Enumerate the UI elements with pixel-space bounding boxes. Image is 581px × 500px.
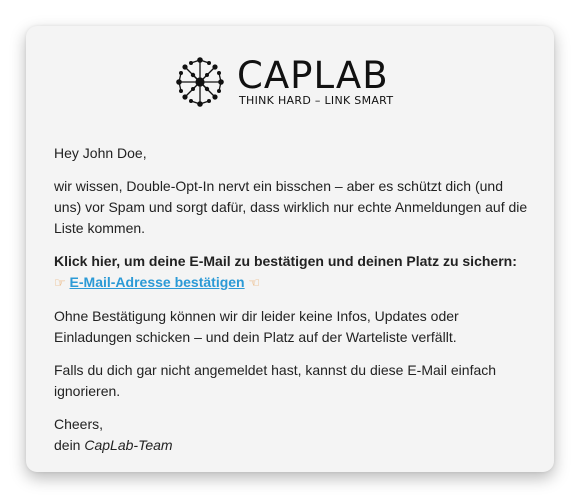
ignore-paragraph: Falls du dich gar nicht angemeldet hast, kannst du diese E-Mail einfach ignorieren.	[54, 362, 497, 399]
brand-name: CAPLAB	[237, 54, 389, 97]
warning-paragraph: Ohne Bestätigung können wir dir leider keine Infos, Updates oder Einladungen schicken – und dein Platz auf der Warteliste verfällt.	[54, 308, 459, 345]
confirm-email-link[interactable]: E-Mail-Adresse bestätigen	[69, 274, 245, 290]
intro-paragraph: wir wissen, Double-Opt-In nervt ein bisschen – aber es schützt dich (und uns) vor Spam und sorgt dafür, dass wirklich nur echte Anmeldungen auf die Liste kommen.	[54, 178, 528, 236]
signature-prefix: dein	[54, 437, 81, 453]
cta-link-line	[54, 274, 260, 290]
signature-name: CapLab-Team	[84, 437, 173, 453]
closing: Cheers,	[54, 416, 104, 432]
caplab-logo	[174, 54, 424, 110]
signature-block	[54, 414, 532, 456]
email-body	[54, 143, 532, 468]
pointing-right-hand-icon: ☞	[54, 276, 66, 291]
pointing-left-hand-icon: ☜	[248, 276, 261, 291]
greeting: Hey John Doe,	[54, 145, 147, 161]
cta-heading: Klick hier, um deine E-Mail zu bestätigen und deinen Platz zu sichern:	[54, 253, 517, 269]
email-card	[26, 26, 554, 472]
network-logo-icon	[174, 54, 226, 110]
brand-tagline: THINK HARD – LINK SMART	[239, 94, 394, 107]
cta-paragraph	[54, 251, 532, 294]
